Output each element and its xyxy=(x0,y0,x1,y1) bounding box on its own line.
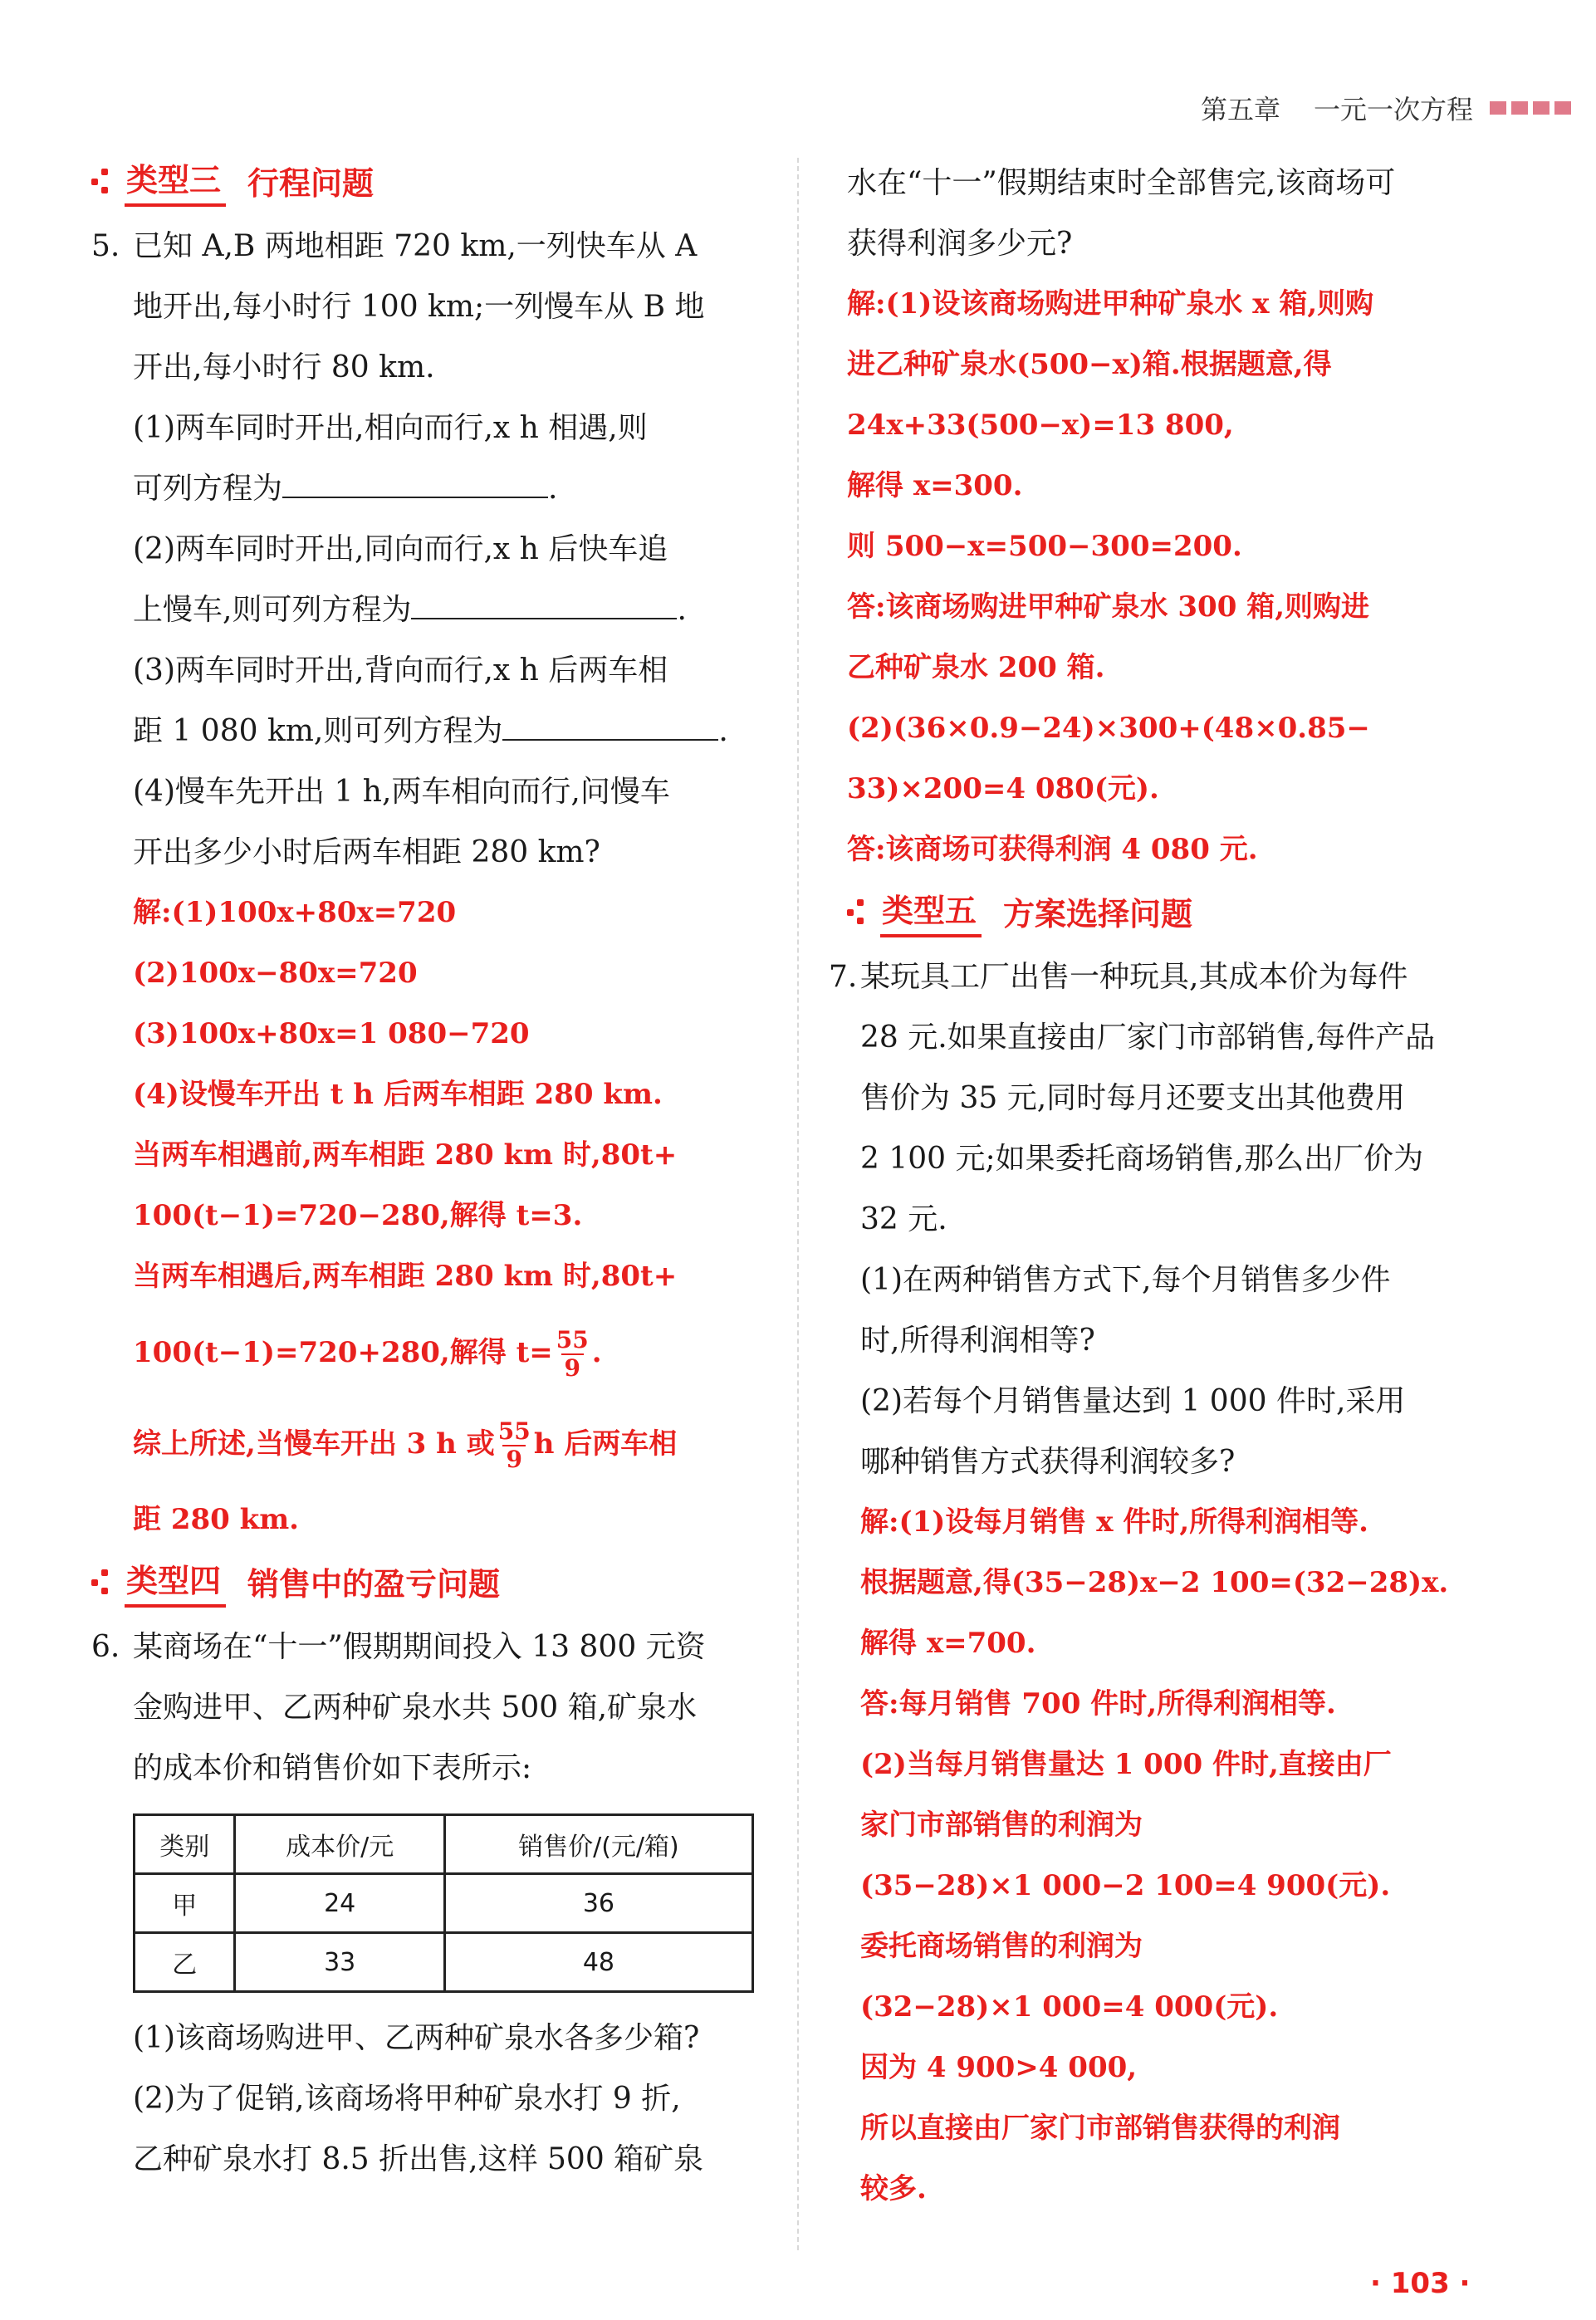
answer-blank[interactable] xyxy=(502,706,718,741)
right-column: 水在“十一”假期结束时全部售完,该商场可 获得利润多少元? 解:(1)设该商场购进甲种矿泉水 x 箱,则购 进乙种矿泉水(500−x)箱.根据题意,得 24x+33(500−x)=13 800, 解得 x=300. 则 500−x=500−300=200. 答:该商场购进甲种矿泉水 300 箱,则购进 乙种矿泉水 200 箱. (2)(36×0.9−24)×300+(48×0.85− 33)×200=4 080(元). 答:该商场可获得利润 4 080 元. 类型五 方案选择问题 7. 某玩具工厂出售一种玩具,其成本价为每件 28 元.如果直接由厂家门市部销售,每件产品 售价为 35 元,同时每月还要支出其他费用 2 100 元;如果委托商场销售,那么出厂价为 32 元. (1)在两种销售方式下,每个月销售多少件 时,所得利润相等? (2)若每个月销售量达到 1 000 件时,采用 哪种销售方式获得利润较多? 解:(1)设每月销售 x 件时,所得利润相等. 根据题意,得(35−28)x−2 100=(32−28)x. 解得 x=700. 答:每月销售 700 件时,所得利润相等. (2)当每月销售量达 1 000 件时,直接由厂 家门市部销售的利润为 (35−28)×1 000−2 100=4 900(元). 委托商场销售的利润为 (32−28)×1 000=4 000(元). 因为 4 900>4 000, 所以直接由厂家门市部销售获得的利润 较多. xyxy=(847,153,1478,2220)
table-row: 甲 24 36 xyxy=(135,1874,753,1933)
answer-5: 解:(1)100x+80x=720 (2)100x−80x=720 (3)100x+80x=1 080−720 (4)设慢车开出 t h 后两车相距 280 km. 当两车相遇前,两车相距 280 km 时,80t+ 100(t−1)=720−280,解得 t=3. 当两车相遇后,两车相距 280 km 时,80t+ 100(t−1)=720+280,解得 t= $\frac{55}{9}$ . 综上所述,当慢车开出 3 h 或 $\frac{55}{9}$ h 后两车相 距 280 km. xyxy=(133,896,678,1536)
section-heading-type4: 类型四 销售中的盈亏问题 xyxy=(91,1550,756,1612)
section-heading-type5: 类型五 方案选择问题 xyxy=(847,880,1478,942)
price-table xyxy=(133,1813,754,1993)
question-5: 5. 已知 A,B 两地相距 720 km,一列快车从 A 地开出,每小时行 100 km;一列慢车从 B 地 开出,每小时行 80 km. (1)两车同时开出,相向而行,x h 相遇,则 可列方程为 . (2)两车同时开出,同向而行,x h 后快车追 上慢车,则可列方程为 . (3)两车同时开出,背向而行,x h 后两车相 距 1 080 km,则可列方程为 . (4)慢车先开出 1 h,两车相向而行,问慢车 开出多少小时后两车相距 280 km? xyxy=(91,229,728,869)
answer-7: 解:(1)设每月销售 x 件时,所得利润相等. 根据题意,得(35−28)x−2 100=(32−28)x. 解得 x=700. 答:每月销售 700 件时,所得利润相等. (2)当每月销售量达 1 000 件时,直接由厂 家门市部销售的利润为 (35−28)×1 000−2 100=4 900(元). 委托商场销售的利润为 (32−28)×1 000=4 000(元). 因为 4 900>4 000, 所以直接由厂家门市部销售获得的利润 较多. xyxy=(860,1505,1449,2205)
page-number: · 103 · xyxy=(1370,2267,1471,2300)
answer-blank[interactable] xyxy=(282,463,548,498)
table-header: 销售价/(元/箱) xyxy=(444,1815,752,1874)
header-decoration xyxy=(1485,101,1571,115)
chapter-title: 一元一次方程 xyxy=(1313,94,1473,125)
section-heading-type3: 类型三 行程问题 xyxy=(91,149,756,211)
left-column xyxy=(91,149,756,2190)
question-7: 7. 某玩具工厂出售一种玩具,其成本价为每件 28 元.如果直接由厂家门市部销售,每件产品 售价为 35 元,同时每月还要支出其他费用 2 100 元;如果委托商场销售,那么出厂价为 32 元. (1)在两种销售方式下,每个月销售多少件 时,所得利润相等? (2)若每个月销售量达到 1 000 件时,采用 哪种销售方式获得利润较多? xyxy=(829,960,1436,1479)
table-header: 成本价/元 xyxy=(235,1815,444,1874)
question-6: 6. 某商场在“十一”假期期间投入 13 800 元资 金购进甲、乙两种矿泉水共 500 箱,矿泉水 的成本价和销售价如下表所示: 类别 成本价/元 销售价/(元/箱) 甲 24 36 乙 33 48 (1)该商场购进甲、乙两种矿泉水各多少箱? (2)为了促销,该商场将甲种矿泉水打 9 折, 乙种矿泉水打 8.5 折出售,这样 500 箱矿泉 xyxy=(91,1617,756,2190)
dots-icon xyxy=(91,1564,113,1598)
chapter-label: 第五章 xyxy=(1200,94,1280,125)
fraction: $\frac{55}{9}$ xyxy=(497,1417,531,1473)
answer-blank[interactable] xyxy=(411,585,677,619)
table-header: 类别 xyxy=(135,1815,235,1874)
fraction: $\frac{55}{9}$ xyxy=(556,1326,589,1382)
dots-icon xyxy=(91,164,113,197)
answer-6: 解:(1)设该商场购进甲种矿泉水 x 箱,则购 进乙种矿泉水(500−x)箱.根据题意,得 24x+33(500−x)=13 800, 解得 x=300. 则 500−x=500−300=200. 答:该商场购进甲种矿泉水 300 箱,则购进 乙种矿泉水 200 箱. (2)(36×0.9−24)×300+(48×0.85− 33)×200=4 080(元). 答:该商场可获得利润 4 080 元. xyxy=(847,287,1374,866)
dots-icon xyxy=(847,894,869,928)
column-divider xyxy=(797,158,799,2250)
page-header xyxy=(1201,91,1571,125)
table-row: 乙 33 48 xyxy=(135,1933,753,1992)
